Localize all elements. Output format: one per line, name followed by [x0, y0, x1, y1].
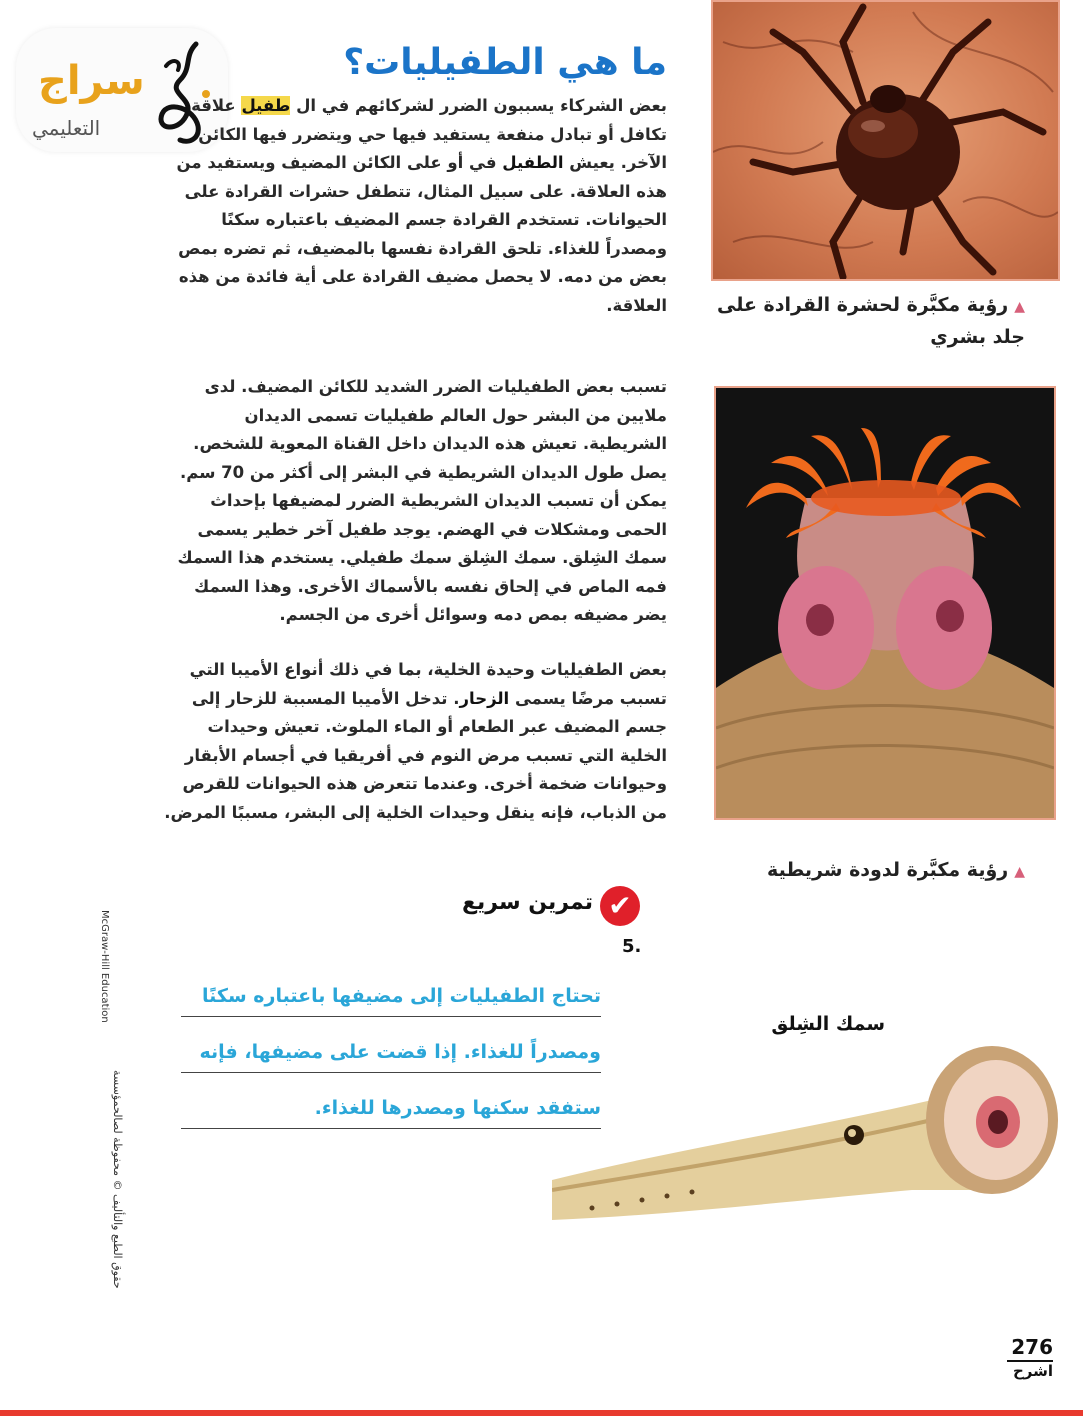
logo-brand-text: سراج — [38, 58, 145, 104]
lamprey-illustration — [552, 1040, 1058, 1220]
paragraph-parasites-intro — [159, 92, 667, 320]
caption-tapeworm — [685, 855, 1025, 887]
copyright-line-2: McGraw-Hill Education — [99, 910, 110, 1023]
caption-tapeworm-text: رؤية مكبَّرة لدودة شريطية — [767, 859, 1009, 881]
answer-line-1: تحتاج الطفيليات إلى مضيفها باعتباره سكنًا — [181, 976, 601, 1017]
caption-marker-icon: ▲ — [1014, 299, 1025, 315]
bottom-accent-bar — [0, 1410, 1083, 1416]
para1-text-3: في أو على الكائن المضيف ويستفيد من هذه العلاقة. على سبيل المثال، تتطفل حشرات القرادة على الحيوانات. تستخدم القرادة جسم المضيف باعتباره سكنًا ومصدراً للغذاء. تلحق القرادة نفسها بالمضيف، ثم تضره بمص بعض من دمه. لا يحصل مضيف القرادة على أية فائدة من هذه العلاقة. — [176, 153, 667, 315]
copyright-vertical — [98, 910, 138, 1390]
caption-tick-text: رؤية مكبَّرة لحشرة القرادة على جلد بشري — [716, 294, 1025, 348]
keyword-parasite-2: الطفيل — [502, 153, 564, 172]
exercise-title: تمرين سريع — [461, 890, 593, 915]
copyright-line-1: حقوق الطبع والتأليف © محفوظة لصالحمؤسسة — [111, 1070, 124, 1289]
caption-tick — [685, 290, 1025, 352]
para1-text-2: حي ويتضرر فيها الكائن الآخر. يعيش — [198, 124, 667, 172]
page-title: ما هي الطفيليات؟ — [343, 42, 667, 83]
para3-text-2: . تدخل الأميبا المسببة للزحار إلى جسم المضيف عبر الطعام أو الماء الملوث. تعيش وحيدات الخلية التي تسبب مرض النوم في أفريقيا في أجسام الأبقار وحيوانات ضخمة أخرى. وعندما تتعرض هذه الحيوانات للقرص من الذباب، فإنه ينقل وحيدات الخلية إلى البشر، مسببًا المرض. — [164, 688, 667, 822]
paragraph-protists — [159, 656, 667, 827]
caption-marker-icon-2: ▲ — [1014, 864, 1025, 880]
lamprey-label: سمك الشِلق — [771, 1013, 885, 1035]
keyword-dysentery: الزحار — [459, 688, 510, 708]
tick-illustration — [713, 2, 1058, 279]
tapeworm-photo — [714, 386, 1056, 820]
paragraph-tapeworm: تسبب بعض الطفيليات الضرر الشديد للكائن المضيف. لدى ملايين من البشر حول العالم طفيليات تسمى الديدان الشريطية. تعيش هذه الديدان داخل القناة المعوية للشخص. يصل طول الديدان الشريطية في البشر إلى أكثر من 70 سم. يمكن أن تسبب الديدان الشريطية الضرر لمضيفها بإحداث الحمى ومشكلات في الهضم. يوجد طفيل آخر خطير يسمى سمك الشِلق. سمك الشِلق سمك طفيلي. يستخدم هذا السمك فمه الماص في إلحاق نفسه بالأسماك الأخرى. وهذا السمك يضر مضيفه بمص دمه وسوائل أخرى من الجسم. — [177, 377, 667, 624]
page-section-label: اشرح — [1012, 1362, 1053, 1380]
keyword-parasite: طفيل — [241, 96, 291, 115]
page-number: 276 — [1011, 1335, 1053, 1359]
exercise-number: 5. — [622, 936, 642, 957]
para1-lead: بعض الشركاء يسببون الضرر لشركائهم في ال — [296, 96, 667, 115]
tapeworm-illustration — [716, 388, 1054, 818]
para3-text-1: بعض الطفيليات وحيدة الخلية، بما في ذلك أنواع الأميبا التي تسبب مرضًا يسمى — [189, 660, 667, 708]
answer-line-2: ومصدراً للغذاء. إذا قضت على مضيفها، فإنه — [181, 1032, 601, 1073]
logo-sub-text: التعليمي — [32, 116, 101, 140]
para1-text-1: علاقة تكافل أو تبادل منفعة يستفيد فيها — [191, 96, 667, 144]
answer-line-3: ستفقد سكنها ومصدرها للغذاء. — [181, 1088, 601, 1129]
tick-photo — [711, 0, 1060, 281]
checkmark-icon: ✔ — [600, 886, 640, 926]
